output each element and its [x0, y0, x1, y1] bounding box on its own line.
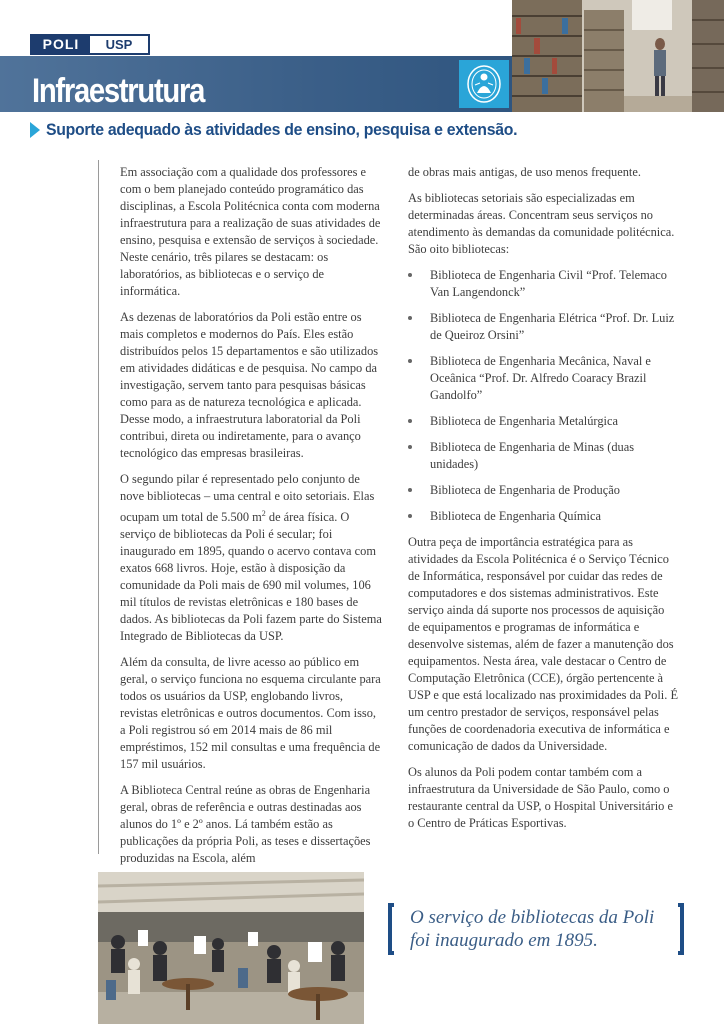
list-item-label: Biblioteca de Engenharia Química [430, 509, 601, 523]
paragraph-laboratorios: As dezenas de laboratórios da Poli estão entre os mais completos e modernos do País. Eles estão distribuídos pelos 15 departamentos e são utilizados em atividades didáticas e de pesquisa. No campo da investigação, servem tanto para pesquisas básicas como para as de natureza tecnológica e aplicada. Desse modo, a infraestrutura laboratorial da Poli contribui, direta ou indiretamente, para o avanço tecnológico das empresas brasileiras. [120, 310, 379, 460]
superscript-squared: 2 [261, 509, 266, 518]
paragraph-alunos: Os alunos da Poli podem contar também com a infraestrutura da Universidade de São Paulo, como o restaurante central da USP, o Hospital Universitário e o Centro de Práticas Esportivas. [408, 765, 673, 830]
list-item [408, 508, 678, 525]
poli-usp-logo [30, 34, 150, 55]
paragraph-setoriais: As bibliotecas setoriais são especializadas em determinadas áreas. Concentram seus serviços no atendimento às demandas da comunidade politécnica. São oito bibliotecas: [408, 191, 675, 256]
subtitle-row [30, 120, 553, 140]
paragraph-bibliotecas-part1: O segundo pilar é representado pelo conjunto de nove bibliotecas – uma central e oito setoriais. Elas ocupam um total de 5.500 m [120, 472, 375, 525]
pull-quote [388, 903, 684, 961]
list-item [408, 413, 678, 430]
bullet-icon [408, 514, 412, 518]
bullet-icon [408, 488, 412, 492]
right-bracket [678, 903, 684, 955]
list-item-label: Biblioteca de Engenharia de Minas (duas unidades) [430, 440, 635, 471]
list-item-label: Biblioteca de Engenharia de Produção [430, 483, 620, 497]
restaurant-photo [98, 872, 364, 1024]
library-shelves-photo [512, 0, 724, 112]
list-item [408, 482, 678, 499]
pull-quote-text: O serviço de bibliotecas da Poli foi inaugurado em 1895. [410, 907, 655, 951]
list-item [408, 353, 678, 404]
list-item-label: Biblioteca de Engenharia Mecânica, Naval e Oceânica “Prof. Dr. Alfredo Coaracy Brazil Gandolfo” [430, 354, 651, 402]
page-subtitle: Suporte adequado às atividades de ensino, pesquisa e extensão. [46, 120, 518, 139]
list-item-label: Biblioteca de Engenharia Metalúrgica [430, 414, 618, 428]
page-title: Infraestrutura [32, 72, 205, 110]
paragraph-biblioteca-central: A Biblioteca Central reúne as obras de Engenharia geral, obras de referência e outras destinadas aos alunos do 1º e 2º anos. Lá também estão as publicações da própria Poli, as teses e dissertações produzidas na Escola, além [120, 783, 371, 866]
paragraph-intro: Em associação com a qualidade dos professores e com o bem planejado conteúdo programático das disciplinas, a Escola Politécnica conta com moderna infraestrutura para a realização de suas atividades de ensino, pesquisa e extensão de serviços à sociedade. Neste cenário, três pilares se destacam: os laboratórios, as bibliotecas e o serviço de informática. [120, 165, 381, 298]
list-item-label: Biblioteca de Engenharia Elétrica “Prof. Dr. Luiz de Queiroz Orsini” [430, 311, 675, 342]
list-item-label: Biblioteca de Engenharia Civil “Prof. Telemaco Van Langendonck” [430, 268, 668, 299]
list-item [408, 439, 678, 473]
bullet-icon [408, 273, 412, 277]
bullet-icon [408, 359, 412, 363]
triangle-right-icon [30, 122, 40, 138]
library-list [408, 267, 678, 525]
list-item [408, 267, 678, 301]
paragraph-bibliotecas [120, 471, 382, 645]
paragraph-continuation: de obras mais antigas, de uso menos frequente. [408, 165, 641, 179]
logo-poli-text: POLI [32, 36, 90, 53]
left-bracket [388, 903, 394, 955]
paragraph-consulta: Além da consulta, de livre acesso ao público em geral, o serviço funciona no esquema circulante para todos os usuários da USP, englobando livros, revistas eletrônicas e outros documentos. Com isso, a Poli registrou só em 2014 mais de 86 mil empréstimos, 152 mil consultas e uma frequência de 157 mil usuários. [120, 655, 381, 772]
column-rule [98, 160, 99, 854]
paragraph-bibliotecas-part2: de área física. O serviço de bibliotecas da Poli é secular; foi inaugurado em 1895, quando o acervo contava com exatos 668 livros. Hoje, estão à disposição da comunidade da Poli mais de 690 mil volumes, 106 mil títulos de revistas eletrônicas e 180 bases de dados. As bibliotecas da Poli fazem parte do Sistema Integrado de Bibliotecas da USP. [120, 510, 382, 644]
list-item [408, 310, 678, 344]
paragraph-informatica: Outra peça de importância estratégica para as atividades da Escola Politécnica é o Serviço Técnico de Informática, responsável por cuidar das redes de computadores e dos sistemas administrativos. Este serviço ainda dá suporte nos processos de aquisição de equipamentos e programas de informática e desenvolve sistemas, além de fazer a manutenção dos equipamentos. Nesta área, vale destacar o Centro de Computação Eletrônica (CCE), órgão pertencente à USP e que está localizado nas proximidades da Poli. É um centro prestador de serviços, responsável pelas funções de coordenadoria executiva de informática e comunicação de dados da Universidade. [408, 535, 679, 753]
poli-seal-icon [459, 60, 509, 108]
logo-usp-text: USP [90, 36, 148, 53]
bullet-icon [408, 419, 412, 423]
right-column [408, 164, 678, 841]
bullet-icon [408, 445, 412, 449]
bullet-icon [408, 316, 412, 320]
left-column [120, 164, 382, 876]
